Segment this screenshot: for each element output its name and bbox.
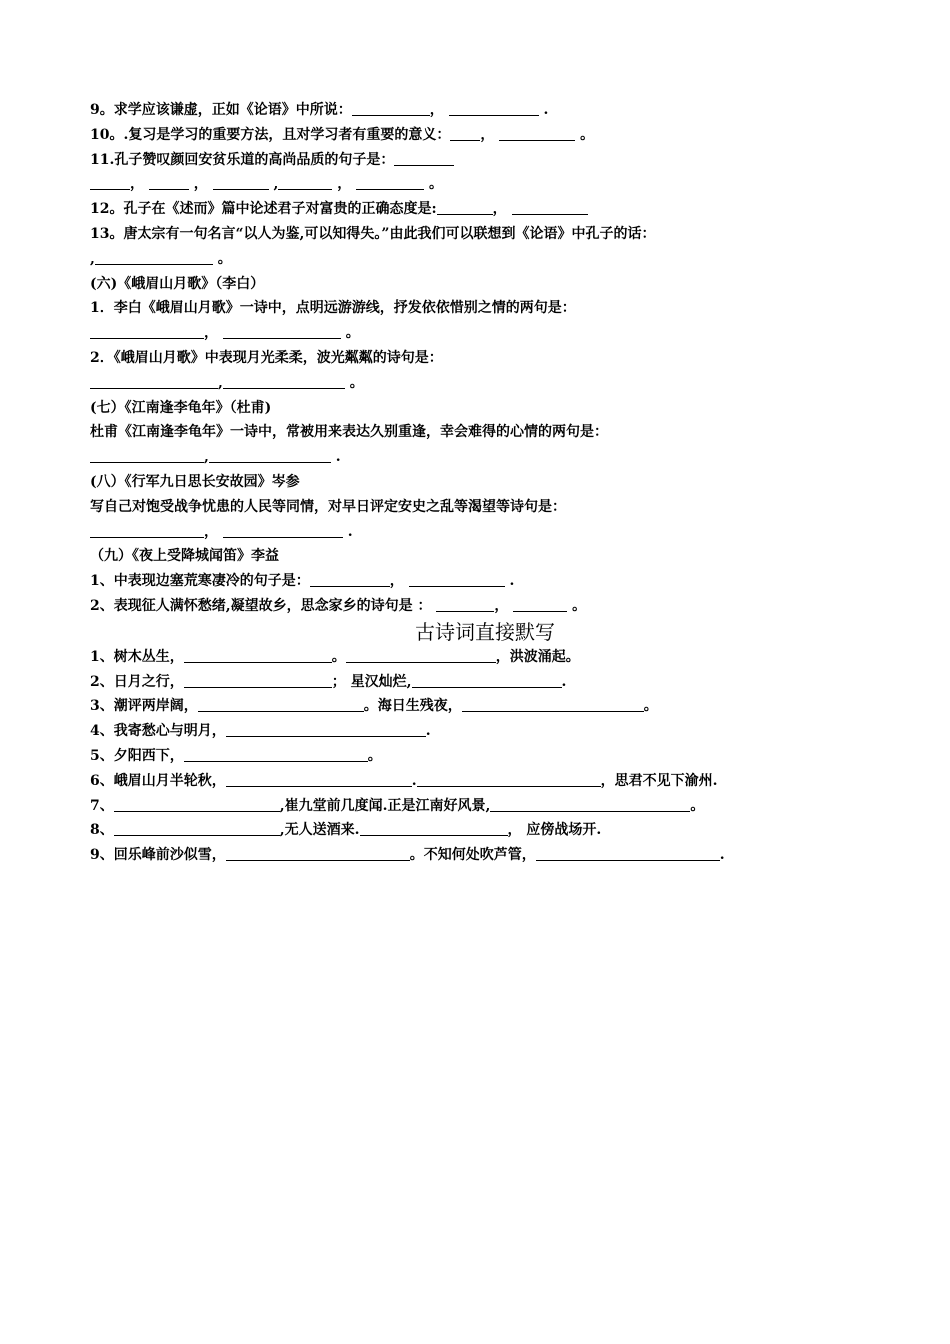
question-text: 。不知何处吹芦管，	[409, 847, 536, 864]
answer-blank[interactable]	[409, 571, 505, 587]
answer-blank[interactable]	[450, 125, 480, 141]
question-text: ，	[494, 597, 514, 614]
answer-blank[interactable]	[184, 672, 332, 688]
question-line	[90, 321, 880, 346]
answer-blank[interactable]	[513, 596, 567, 612]
question-text: ,崔九堂前几度闻.正是江南好风景,	[279, 797, 491, 814]
answer-blank[interactable]	[114, 796, 280, 812]
question-text: 10。.复习是学习的重要方法，且对学习者有重要的意义：	[90, 126, 451, 143]
answer-blank[interactable]	[310, 571, 390, 587]
question-text: .	[719, 847, 725, 864]
answer-blank[interactable]	[90, 323, 204, 339]
answer-blank[interactable]	[436, 596, 494, 612]
answer-blank[interactable]	[184, 647, 332, 663]
worksheet-page	[90, 98, 880, 868]
question-text: ,	[90, 250, 95, 267]
question-text: （九）《夜上受降城闻笛》李益	[90, 548, 279, 565]
answer-blank[interactable]	[490, 796, 690, 812]
answer-blank[interactable]	[417, 771, 601, 787]
question-line	[90, 172, 880, 197]
answer-blank[interactable]	[149, 174, 189, 190]
question-text: 1、中表现边塞荒寒凄冷的句子是：	[90, 573, 310, 590]
answer-blank[interactable]	[449, 100, 539, 116]
question-text: 11.孔子赞叹颜回安贫乐道的高尚品质的句子是：	[90, 151, 395, 168]
question-text: 12。孔子在《述而》篇中论述君子对富贵的正确态度是:	[90, 201, 437, 218]
answer-blank[interactable]	[412, 672, 562, 688]
question-line	[90, 148, 880, 173]
answer-blank[interactable]	[512, 199, 588, 215]
answer-blank[interactable]	[223, 522, 343, 538]
question-line	[90, 247, 880, 272]
question-text: .	[330, 449, 341, 466]
question-text: 4、我寄愁心与明月，	[90, 723, 226, 740]
question-text: ，	[204, 523, 223, 540]
question-text: ，	[204, 325, 223, 342]
question-text: 7、	[90, 797, 114, 814]
answer-blank[interactable]	[394, 150, 454, 166]
answer-blank[interactable]	[90, 373, 218, 389]
answer-blank[interactable]	[226, 771, 412, 787]
answer-blank[interactable]	[95, 249, 213, 265]
answer-blank[interactable]	[499, 125, 575, 141]
question-line	[90, 222, 880, 247]
answer-blank[interactable]	[223, 373, 345, 389]
question-text: ， 应傍战场开.	[507, 822, 602, 839]
question-text: 2、日月之行，	[90, 673, 184, 690]
question-line	[90, 719, 880, 744]
answer-blank[interactable]	[223, 323, 341, 339]
question-line	[90, 396, 880, 421]
question-text: .	[538, 102, 549, 118]
question-line	[90, 346, 880, 371]
answer-blank[interactable]	[462, 696, 644, 712]
answer-blank[interactable]	[346, 647, 496, 663]
question-text: ，思君不见下渝州.	[600, 772, 718, 789]
question-line	[90, 694, 880, 719]
question-text: .	[425, 723, 431, 740]
question-line	[90, 594, 880, 619]
answer-blank[interactable]	[213, 174, 269, 190]
answer-blank[interactable]	[278, 174, 332, 190]
question-text: 。	[575, 126, 595, 143]
question-line	[90, 445, 880, 470]
answer-blank[interactable]	[360, 820, 508, 836]
question-line	[90, 645, 880, 670]
answer-blank[interactable]	[352, 100, 430, 116]
question-text: 。	[344, 374, 364, 391]
question-text: 写自己对饱受战争忧患的人民等同情，对早日评定安史之乱等渴望等诗句是：	[90, 498, 566, 515]
question-line	[90, 843, 880, 868]
question-text: 1、树木丛生，	[90, 648, 184, 665]
answer-blank[interactable]	[184, 746, 368, 762]
question-text: 。	[331, 648, 346, 665]
question-text: (七）《江南逢李龟年》（杜甫)	[90, 399, 272, 416]
question-line	[90, 470, 880, 495]
answer-blank[interactable]	[356, 174, 424, 190]
question-text: ,	[268, 176, 279, 193]
question-text: 2、表现征人满怀愁绪,凝望故乡，思念家乡的诗句是 ：	[90, 597, 437, 614]
question-text: 13。唐太宗有一句名言“以人为鉴,可以知得失。”由此我们可以联想到《论语》中孔子的话：	[90, 225, 656, 242]
question-text: .	[342, 523, 353, 540]
answer-blank[interactable]	[90, 174, 130, 190]
question-line	[90, 98, 880, 123]
question-text: ，	[389, 573, 409, 590]
answer-blank[interactable]	[536, 845, 720, 861]
answer-blank[interactable]	[226, 721, 426, 737]
question-text: 。海日生残夜，	[363, 698, 462, 715]
question-text: ，	[188, 176, 213, 193]
question-text: ,	[204, 449, 209, 466]
question-text: ，洪波涌起。	[495, 648, 580, 665]
question-text: 2．《峨眉山月歌》中表现月光柔柔，波光粼粼的诗句是：	[90, 349, 443, 366]
answer-blank[interactable]	[226, 845, 410, 861]
question-text: (六)《峨眉山月歌》（李白）	[90, 275, 265, 292]
question-text: 。	[424, 176, 443, 193]
question-text: 3、潮评两岸阔，	[90, 698, 198, 715]
question-text: ，	[332, 176, 357, 193]
question-line	[90, 420, 880, 445]
answer-blank[interactable]	[90, 522, 204, 538]
question-text: ，	[130, 176, 149, 193]
answer-blank[interactable]	[114, 820, 280, 836]
answer-blank[interactable]	[90, 447, 204, 463]
question-line	[90, 296, 880, 321]
question-line	[90, 123, 880, 148]
question-text: ，	[492, 201, 512, 218]
question-line	[90, 794, 880, 819]
question-text: 。	[567, 597, 587, 614]
answer-blank[interactable]	[209, 447, 331, 463]
question-text: 杜甫《江南逢李龟年》一诗中，常被用来表达久别重逢，幸会难得的心情的两句是：	[90, 424, 608, 441]
question-text: (八）《行军九日思长安故园》岑参	[90, 473, 300, 490]
question-line	[90, 569, 880, 594]
question-text: ,无人送酒来.	[279, 822, 360, 839]
section-heading: 古诗词直接默写	[415, 619, 555, 644]
question-text: ； 星汉灿烂,	[331, 673, 412, 690]
question-line	[90, 544, 880, 569]
question-text: 。	[212, 250, 232, 267]
question-line	[90, 769, 880, 794]
question-text: ,	[218, 374, 223, 391]
question-text: 。	[690, 797, 705, 814]
question-line	[90, 818, 880, 843]
question-text: ，	[480, 126, 500, 143]
question-line	[90, 520, 880, 545]
answer-blank[interactable]	[437, 199, 493, 215]
answer-blank[interactable]	[198, 696, 364, 712]
question-text: 9。求学应该谦虚，正如《论语》中所说：	[90, 102, 352, 118]
question-text: 6、峨眉山月半轮秋，	[90, 772, 226, 789]
question-text: .	[411, 772, 417, 789]
question-line	[90, 495, 880, 520]
question-text: .	[561, 673, 567, 690]
question-text: 1．李白《峨眉山月歌》一诗中，点明远游游线，抒发依依惜别之情的两句是：	[90, 300, 576, 317]
question-text: .	[504, 573, 515, 590]
question-line	[90, 272, 880, 297]
question-text: 。	[643, 698, 658, 715]
question-text: ，	[429, 102, 449, 118]
question-text: 。	[367, 747, 382, 764]
question-text: 。	[340, 325, 360, 342]
question-line	[90, 371, 880, 396]
question-line	[90, 197, 880, 222]
question-text: 8、	[90, 822, 114, 839]
question-text: 5、夕阳西下，	[90, 747, 184, 764]
question-line	[90, 744, 880, 769]
question-text: 9、回乐峰前沙似雪，	[90, 847, 226, 864]
question-line	[90, 670, 880, 695]
